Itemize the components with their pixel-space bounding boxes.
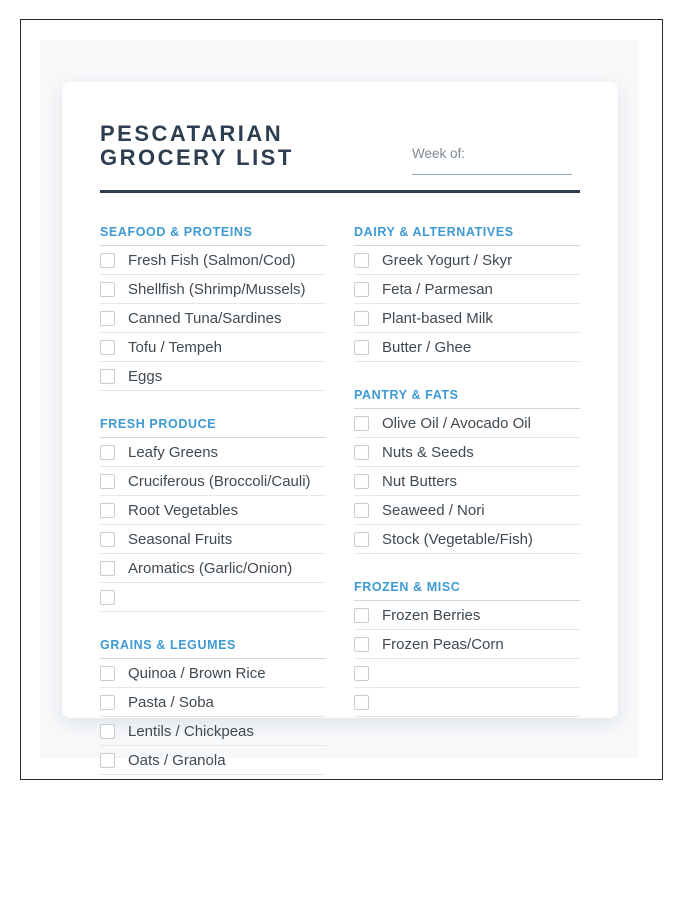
item-label: Olive Oil / Avocado Oil: [382, 414, 531, 432]
page-title: [100, 122, 294, 170]
item-label: Greek Yogurt / Skyr: [382, 251, 513, 269]
item-label: Root Vegetables: [128, 501, 239, 519]
checklist-row: [100, 525, 326, 554]
item-label: Seasonal Fruits: [128, 530, 233, 548]
section-title: SEAFOOD & PROTEINS: [100, 225, 326, 246]
checklist-row: [354, 688, 580, 717]
section-title: FRESH PRODUCE: [100, 417, 326, 438]
item-checkbox[interactable]: [354, 311, 369, 326]
item-checkbox[interactable]: [354, 253, 369, 268]
checklist-row: [100, 659, 326, 688]
item-label: Nuts & Seeds: [382, 443, 474, 461]
item-checkbox[interactable]: [100, 695, 115, 710]
item-label: Frozen Berries: [382, 606, 481, 624]
item-checkbox[interactable]: [354, 532, 369, 547]
section: [354, 580, 580, 717]
checklist-row: [100, 467, 326, 496]
item-checkbox[interactable]: [354, 445, 369, 460]
item-label: Pasta / Soba: [128, 693, 214, 711]
item-label: Aromatics (Garlic/Onion): [128, 559, 293, 577]
checklist-row: [354, 304, 580, 333]
section: [100, 417, 326, 612]
item-label: Lentils / Chickpeas: [128, 722, 254, 740]
item-label: Feta / Parmesan: [382, 280, 493, 298]
item-label: Quinoa / Brown Rice: [128, 664, 266, 682]
item-label: Tofu / Tempeh: [128, 338, 222, 356]
item-label: Leafy Greens: [128, 443, 219, 461]
week-of-label: Week of:: [412, 146, 466, 161]
item-label: Plant-based Milk: [382, 309, 493, 327]
section-title: FROZEN & MISC: [354, 580, 580, 601]
checklist-row: [354, 246, 580, 275]
item-checkbox[interactable]: [354, 695, 369, 710]
checklist-columns: [100, 193, 580, 775]
checklist-row: [100, 717, 326, 746]
item-checkbox[interactable]: [100, 561, 115, 576]
section-title: DAIRY & ALTERNATIVES: [354, 225, 580, 246]
card-content: [62, 82, 618, 775]
section: [354, 388, 580, 554]
item-checkbox[interactable]: [100, 666, 115, 681]
item-checkbox[interactable]: [354, 474, 369, 489]
checklist-row: [100, 583, 326, 612]
item-checkbox[interactable]: [100, 445, 115, 460]
checklist-row: [100, 275, 326, 304]
checklist-row: [354, 333, 580, 362]
item-checkbox[interactable]: [100, 753, 115, 768]
item-checkbox[interactable]: [354, 503, 369, 518]
checklist-row: [354, 630, 580, 659]
section-items: [354, 409, 580, 554]
item-label: Cruciferous (Broccoli/Cauli): [128, 472, 311, 490]
section: [100, 225, 326, 391]
item-checkbox[interactable]: [100, 282, 115, 297]
item-label: Seaweed / Nori: [382, 501, 485, 519]
item-label: Oats / Granola: [128, 751, 226, 769]
column-right: [354, 193, 580, 775]
checklist-row: [100, 246, 326, 275]
checklist-row: [354, 275, 580, 304]
section-items: [100, 659, 326, 775]
item-checkbox[interactable]: [100, 503, 115, 518]
item-checkbox[interactable]: [354, 666, 369, 681]
page-title-line-2: GROCERY LIST: [100, 145, 294, 170]
item-label: Shellfish (Shrimp/Mussels): [128, 280, 306, 298]
checklist-row: [354, 601, 580, 630]
week-of-field: [412, 146, 572, 175]
item-checkbox[interactable]: [100, 311, 115, 326]
checklist-row: [354, 659, 580, 688]
checklist-row: [354, 467, 580, 496]
item-label: Canned Tuna/Sardines: [128, 309, 282, 327]
checklist-row: [354, 438, 580, 467]
item-checkbox[interactable]: [100, 474, 115, 489]
item-checkbox[interactable]: [100, 340, 115, 355]
item-checkbox[interactable]: [354, 608, 369, 623]
checklist-row: [100, 554, 326, 583]
item-checkbox[interactable]: [354, 637, 369, 652]
item-label: Butter / Ghee: [382, 338, 472, 356]
checklist-row: [354, 525, 580, 554]
item-checkbox[interactable]: [354, 282, 369, 297]
checklist-row: [354, 409, 580, 438]
item-checkbox[interactable]: [354, 340, 369, 355]
week-of-input-line[interactable]: [412, 174, 572, 175]
checklist-row: [100, 496, 326, 525]
item-label: Eggs: [128, 367, 163, 385]
checklist-row: [100, 438, 326, 467]
item-checkbox[interactable]: [100, 724, 115, 739]
item-label: Stock (Vegetable/Fish): [382, 530, 533, 548]
checklist-row: [354, 496, 580, 525]
checklist-row: [100, 746, 326, 775]
section-items: [100, 246, 326, 391]
checklist-row: [100, 362, 326, 391]
section: [100, 638, 326, 775]
section-title: PANTRY & FATS: [354, 388, 580, 409]
item-checkbox[interactable]: [354, 416, 369, 431]
item-label: Nut Butters: [382, 472, 458, 490]
section-items: [354, 246, 580, 362]
list-header: [100, 122, 580, 193]
checklist-row: [100, 304, 326, 333]
item-checkbox[interactable]: [100, 253, 115, 268]
item-label: Frozen Peas/Corn: [382, 635, 504, 653]
column-left: [100, 193, 326, 775]
section-title: GRAINS & LEGUMES: [100, 638, 326, 659]
page-title-line-1: PESCATARIAN: [100, 121, 284, 146]
item-label: Fresh Fish (Salmon/Cod): [128, 251, 296, 269]
section-items: [354, 601, 580, 717]
section: [354, 225, 580, 362]
item-checkbox[interactable]: [100, 532, 115, 547]
item-checkbox[interactable]: [100, 369, 115, 384]
grocery-list-card: [62, 82, 618, 769]
checklist-row: [100, 333, 326, 362]
checklist-row: [100, 688, 326, 717]
item-checkbox[interactable]: [100, 590, 115, 605]
section-items: [100, 438, 326, 612]
